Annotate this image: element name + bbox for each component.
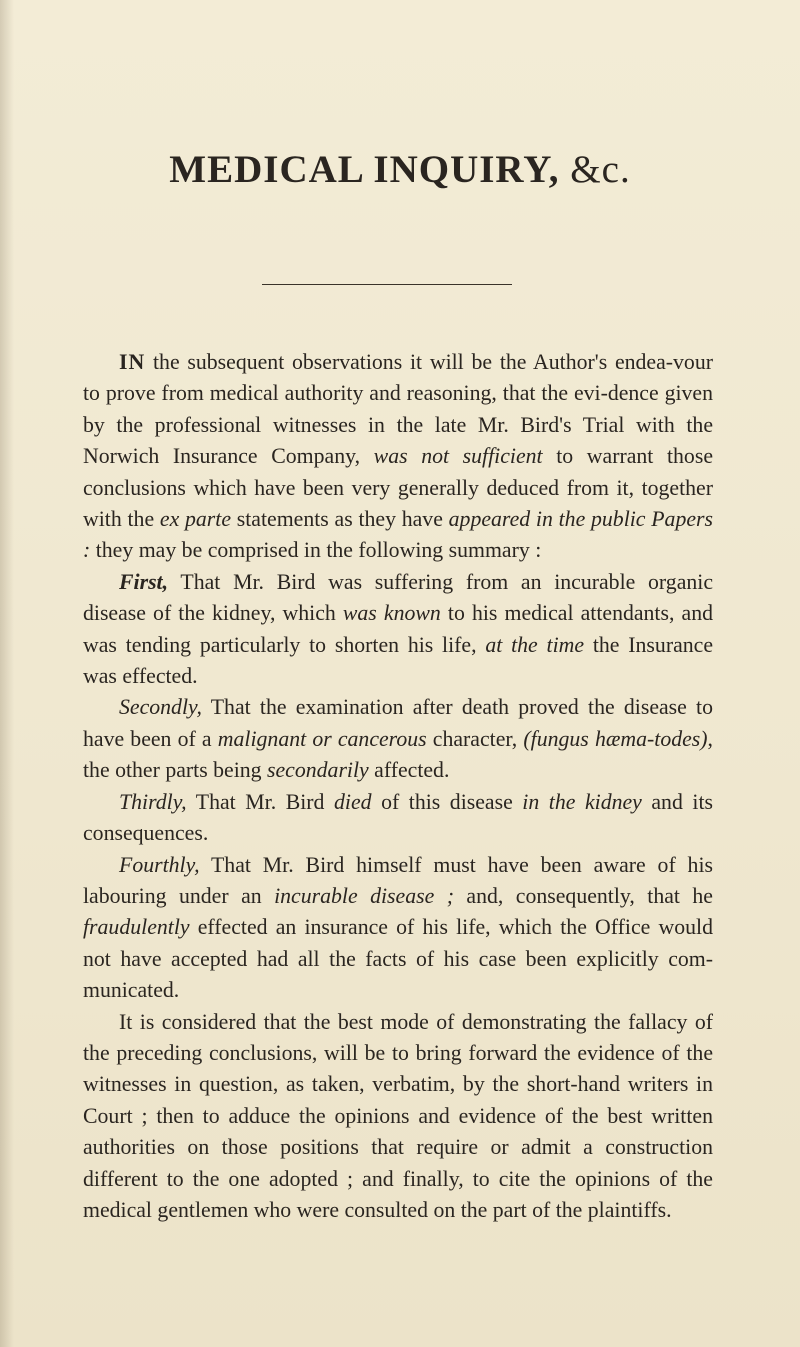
ordinal-label: Secondly, — [119, 695, 202, 720]
emphasis: ex parte — [159, 507, 232, 532]
title-divider — [262, 284, 512, 285]
emphasis: fraudulently — [83, 915, 190, 940]
page-gutter-shadow — [0, 0, 14, 1347]
text-run: statements as they have — [231, 507, 449, 532]
paragraph-secondly — [83, 692, 713, 786]
text-run: the subsequent observations it will be the Author's endea-vour to prove from medical authority and reasoning, that the evi-dence given by the professional witnesses in the late Mr. Bird's Trial with the Norwich Insurance Company, — [83, 350, 713, 469]
emphasis: secondarily — [267, 758, 369, 783]
emphasis: was known — [342, 601, 441, 626]
text-run: and, consequently, that he — [453, 883, 713, 908]
emphasis: was not sufficient — [373, 444, 543, 469]
paragraph-fourthly — [83, 850, 713, 1007]
text-run: effected an insurance of his life, which the Office would not have accepted had all the facts of his case been explicitly com-municated. — [83, 915, 713, 1003]
emphasis: incurable disease ; — [274, 883, 454, 908]
emphasis: (fungus hæma-todes) — [523, 726, 708, 751]
ordinal-label: First, — [119, 569, 169, 594]
text-run: to his medical attendants, and was tending particularly to shorten his life, — [83, 601, 713, 657]
text-run: affected. — [368, 758, 450, 783]
paragraph-thirdly — [83, 787, 713, 850]
paragraph-intro — [83, 347, 713, 567]
text-run: of this disease — [371, 789, 523, 814]
emphasis: died — [334, 789, 372, 814]
text-run: character, — [426, 726, 524, 751]
ordinal-label: Fourthly, — [119, 852, 200, 877]
paragraph-conclusion: It is considered that the best mode of demonstrating the fallacy of the preceding conclusions, will be to bring forward the evidence of the witnesses in question, as taken, verbatim, by the short-hand writers in Court ; then to adduce the opinions and evidence of the best written authorities on those positions that require or admit a construction different to the one adopted ; and finally, to cite the opinions of the medical gentlemen who were consulted on the part of the plaintiffs. — [83, 1009, 713, 1222]
text-run: , the other parts being — [83, 726, 713, 783]
emphasis: in the kidney — [522, 789, 642, 814]
text-run: to warrant those conclusions which have been very generally deduced from it, together with the — [83, 444, 713, 532]
opening-word: IN — [119, 350, 146, 374]
title-etc: &c. — [570, 148, 631, 191]
text-run: That the examination after death proved the disease to have been of a — [83, 695, 713, 751]
text-run: the Insurance was effected. — [83, 632, 713, 689]
text-run: and its consequences. — [83, 789, 713, 846]
text-run: That Mr. Bird — [186, 789, 334, 814]
page-title — [0, 146, 800, 194]
text-run: they may be comprised in the following summary : — [90, 538, 542, 563]
ordinal-label: Thirdly, — [119, 789, 187, 814]
text-run: That Mr. Bird was suffering from an incurable organic disease of the kidney, which — [83, 569, 713, 626]
title-main: MEDICAL INQUIRY, — [169, 148, 560, 191]
emphasis: appeared in the public Papers : — [83, 507, 713, 563]
emphasis: at the time — [485, 632, 585, 657]
emphasis: malignant or cancerous — [217, 726, 427, 751]
body-text — [83, 347, 713, 1226]
paragraph-first — [83, 567, 713, 693]
text-run: That Mr. Bird himself must have been aware of his labouring under an — [83, 852, 713, 908]
